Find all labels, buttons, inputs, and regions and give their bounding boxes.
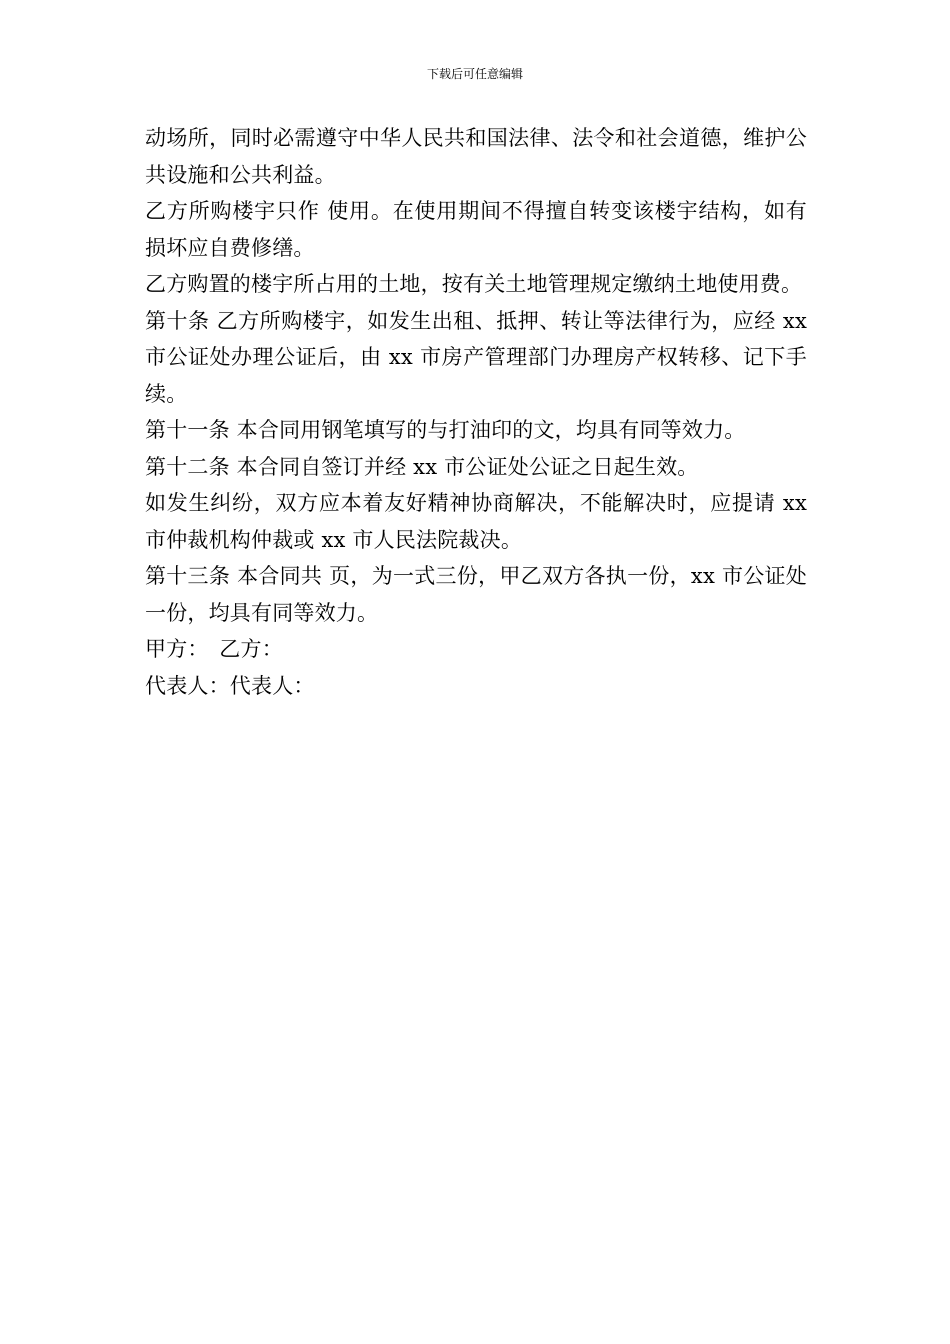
paragraph-usage-restriction: 乙方所购楼宇只作 使用。在使用期间不得擅自转变该楼宇结构，如有损坏应自费修缮。 bbox=[145, 199, 807, 260]
paragraph-article-12: 第十二条 本合同自签订并经 xx 市公证处公证之日起生效。 bbox=[145, 454, 699, 479]
document-body bbox=[145, 120, 807, 704]
signature-parties: 甲方： 乙方： bbox=[145, 637, 283, 661]
paragraph-land-use-fee: 乙方购置的楼宇所占用的土地，按有关土地管理规定缴纳土地使用费。 bbox=[145, 272, 803, 296]
paragraph-dispute-resolution: 如发生纠纷，双方应本着友好精神协商解决，不能解决时，应提请 xx 市仲裁机构仲裁或 xx 市人民法院裁决。 bbox=[145, 491, 807, 552]
paragraph-article-11: 第十一条 本合同用钢笔填写的与打油印的文，均具有同等效力。 bbox=[145, 418, 746, 442]
paragraph-article-13: 第十三条 本合同共 页，为一式三份，甲乙双方各执一份，xx 市公证处一份，均具有同等效力。 bbox=[145, 564, 807, 625]
page-header: 下载后可任意编辑 bbox=[426, 67, 523, 81]
signature-representatives: 代表人：代表人： bbox=[145, 673, 315, 698]
paragraph-article-10: 第十条 乙方所购楼宇，如发生出租、抵押、转让等法律行为，应经 xx 市公证处办理公证后，由 xx 市房产管理部门办理房产权转移、记下手续。 bbox=[145, 308, 807, 406]
paragraph-venue-obligations: 动场所，同时必需遵守中华人民共和国法律、法令和社会道德，维护公共设施和公共利益。 bbox=[145, 126, 807, 187]
